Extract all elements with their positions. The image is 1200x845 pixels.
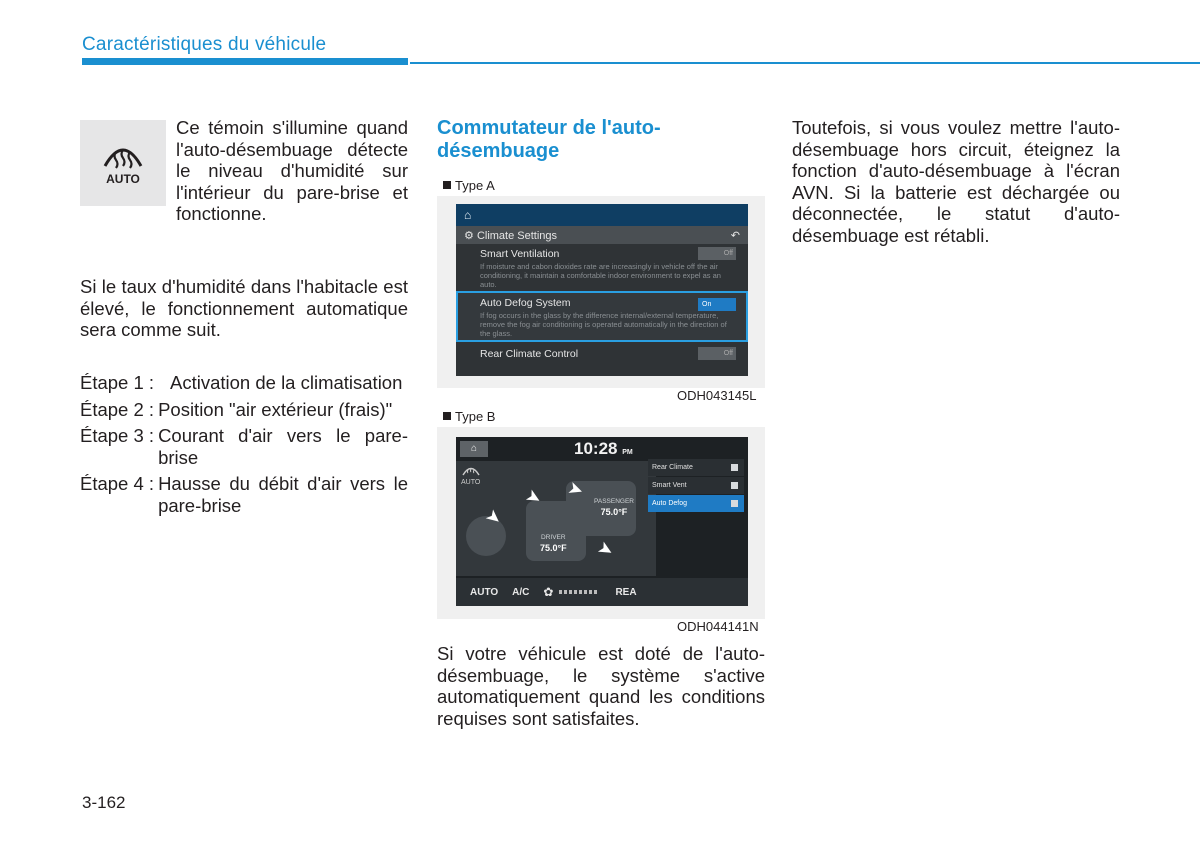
cabin-view (456, 461, 656, 576)
step-label: Étape 3 : (80, 425, 155, 446)
page-number: 3-162 (82, 793, 126, 812)
setting-description: If moisture and cabon dioxides rate are increasingly in vehicle off the air conditioning, it maintain a comfortable indoor environment to expel as an auto. (480, 262, 721, 289)
ac-button: A/C (512, 586, 530, 598)
bullet-square-icon (443, 412, 451, 420)
screen-a-title-text: Climate Settings (476, 229, 558, 242)
figure-code-b: ODH044141N (677, 619, 759, 634)
clock (574, 439, 633, 459)
clock-time: 10:28 (574, 439, 618, 458)
checkbox-icon (731, 500, 738, 507)
screen-a-topbar (456, 204, 748, 226)
indicator-description: Ce témoin s'illumine quand l'auto-désembuage détecte le niveau d'humidité sur l'intérieur du pare-brise et fonctionne. (176, 117, 408, 224)
setting-toggle: Off (698, 247, 736, 260)
screen-type-b (456, 437, 748, 606)
bottom-bar (456, 578, 748, 606)
airflow-arrow-icon: ➤ (522, 484, 546, 510)
screen-type-a (456, 204, 748, 376)
setting-row-smart-ventilation (456, 244, 748, 289)
setting-row-auto-defog (456, 291, 748, 342)
step-text: Activation de la climatisation (170, 372, 403, 393)
menu-item-smart-vent (648, 477, 744, 494)
setting-title: Smart Ventilation (480, 248, 560, 260)
section-heading: Commutateur de l'auto-désembuage (437, 117, 661, 162)
auto-button: AUTO (470, 586, 499, 598)
passenger-label: PASSENGER (594, 498, 634, 505)
home-icon: ⌂ (464, 208, 472, 222)
driver-label: DRIVER (541, 534, 566, 541)
step-item (80, 399, 408, 421)
screen-a-titlebar (456, 226, 748, 244)
auto-icon-label: AUTO (461, 479, 481, 486)
step-text: Position "air extérieur (frais)" (158, 398, 393, 420)
setting-description: If fog occurs in the glass by the difference internal/external temperature, remove the fog air conditioning is operated automatically in the direction of the glass. (480, 311, 727, 338)
gear-icon: ⚙ (464, 229, 474, 242)
setting-toggle: On (698, 298, 736, 311)
fan-icon: ✿ (543, 585, 554, 599)
airflow-arrow-icon: ➤ (594, 536, 618, 562)
driver-temp (540, 531, 567, 553)
type-b-label-text: Type B (455, 409, 496, 424)
activation-paragraph: Si votre véhicule est doté de l'auto-désembuage, le système s'active automatiquement quand les conditions requises sont satisfaites. (437, 643, 765, 729)
auto-defog-icon (461, 465, 480, 486)
step-item (80, 425, 408, 468)
menu-item-label: Auto Defog (652, 500, 688, 507)
step-text: Hausse du débit d'air vers le pare-brise (158, 473, 408, 516)
type-b-label (443, 409, 495, 424)
steps-list (80, 372, 408, 521)
menu-item-label: Smart Vent (652, 482, 687, 489)
home-icon: ⌂ (460, 441, 488, 457)
airflow-arrow-icon: ➤ (565, 477, 587, 502)
type-a-label-text: Type A (455, 178, 495, 193)
step-item (80, 372, 408, 394)
bullet-square-icon (443, 181, 451, 189)
setting-toggle: Off (698, 347, 736, 360)
header-rule-thick (82, 58, 408, 65)
defog-icon (462, 465, 480, 477)
rear-button: REA (615, 586, 637, 598)
step-label: Étape 4 : (80, 473, 155, 494)
step-label: Étape 1 : (80, 372, 155, 393)
checkbox-icon (731, 482, 738, 489)
type-a-label (443, 178, 495, 193)
menu-item-rear-climate (648, 459, 744, 476)
back-icon: ↶ (730, 229, 740, 242)
humidity-paragraph: Si le taux d'humidité dans l'habitacle est élevé, le fonctionnement automatique sera comme suit. (80, 276, 408, 340)
side-menu (648, 459, 744, 513)
driver-temp-value: 75.0°F (540, 543, 567, 553)
screen-a-title (464, 229, 557, 242)
step-item (80, 473, 408, 516)
step-text: Courant d'air vers le pare-brise (158, 425, 408, 468)
airflow-arrow-icon: ➤ (481, 504, 507, 530)
auto-icon-label: AUTO (106, 172, 140, 186)
step-label: Étape 2 : (80, 398, 155, 420)
page-header-title: Caractéristiques du véhicule (82, 34, 327, 55)
menu-item-label: Rear Climate (652, 464, 693, 471)
figure-code-a: ODH043145L (677, 388, 757, 403)
fan-level-bar (559, 590, 597, 594)
checkbox-icon (731, 464, 738, 471)
setting-title: Rear Climate Control (480, 348, 579, 360)
passenger-temp-value: 75.0°F (600, 507, 628, 517)
setting-title: Auto Defog System (480, 297, 571, 309)
menu-item-auto-defog (648, 495, 744, 512)
clock-ampm: PM (622, 449, 633, 456)
defog-icon (101, 140, 145, 174)
setting-row-rear-climate (456, 344, 748, 362)
deactivation-paragraph: Toutefois, si vous voulez mettre l'auto-désembuage hors circuit, éteignez la fonction d'auto-désembuage à l'écran AVN. Si la batterie est déchargée ou déconnectée, le statut d'auto-désembuage est rétabli. (792, 117, 1120, 246)
header-rule-thin (410, 62, 1200, 64)
auto-defog-indicator-icon (80, 120, 166, 206)
passenger-temp (594, 495, 634, 517)
